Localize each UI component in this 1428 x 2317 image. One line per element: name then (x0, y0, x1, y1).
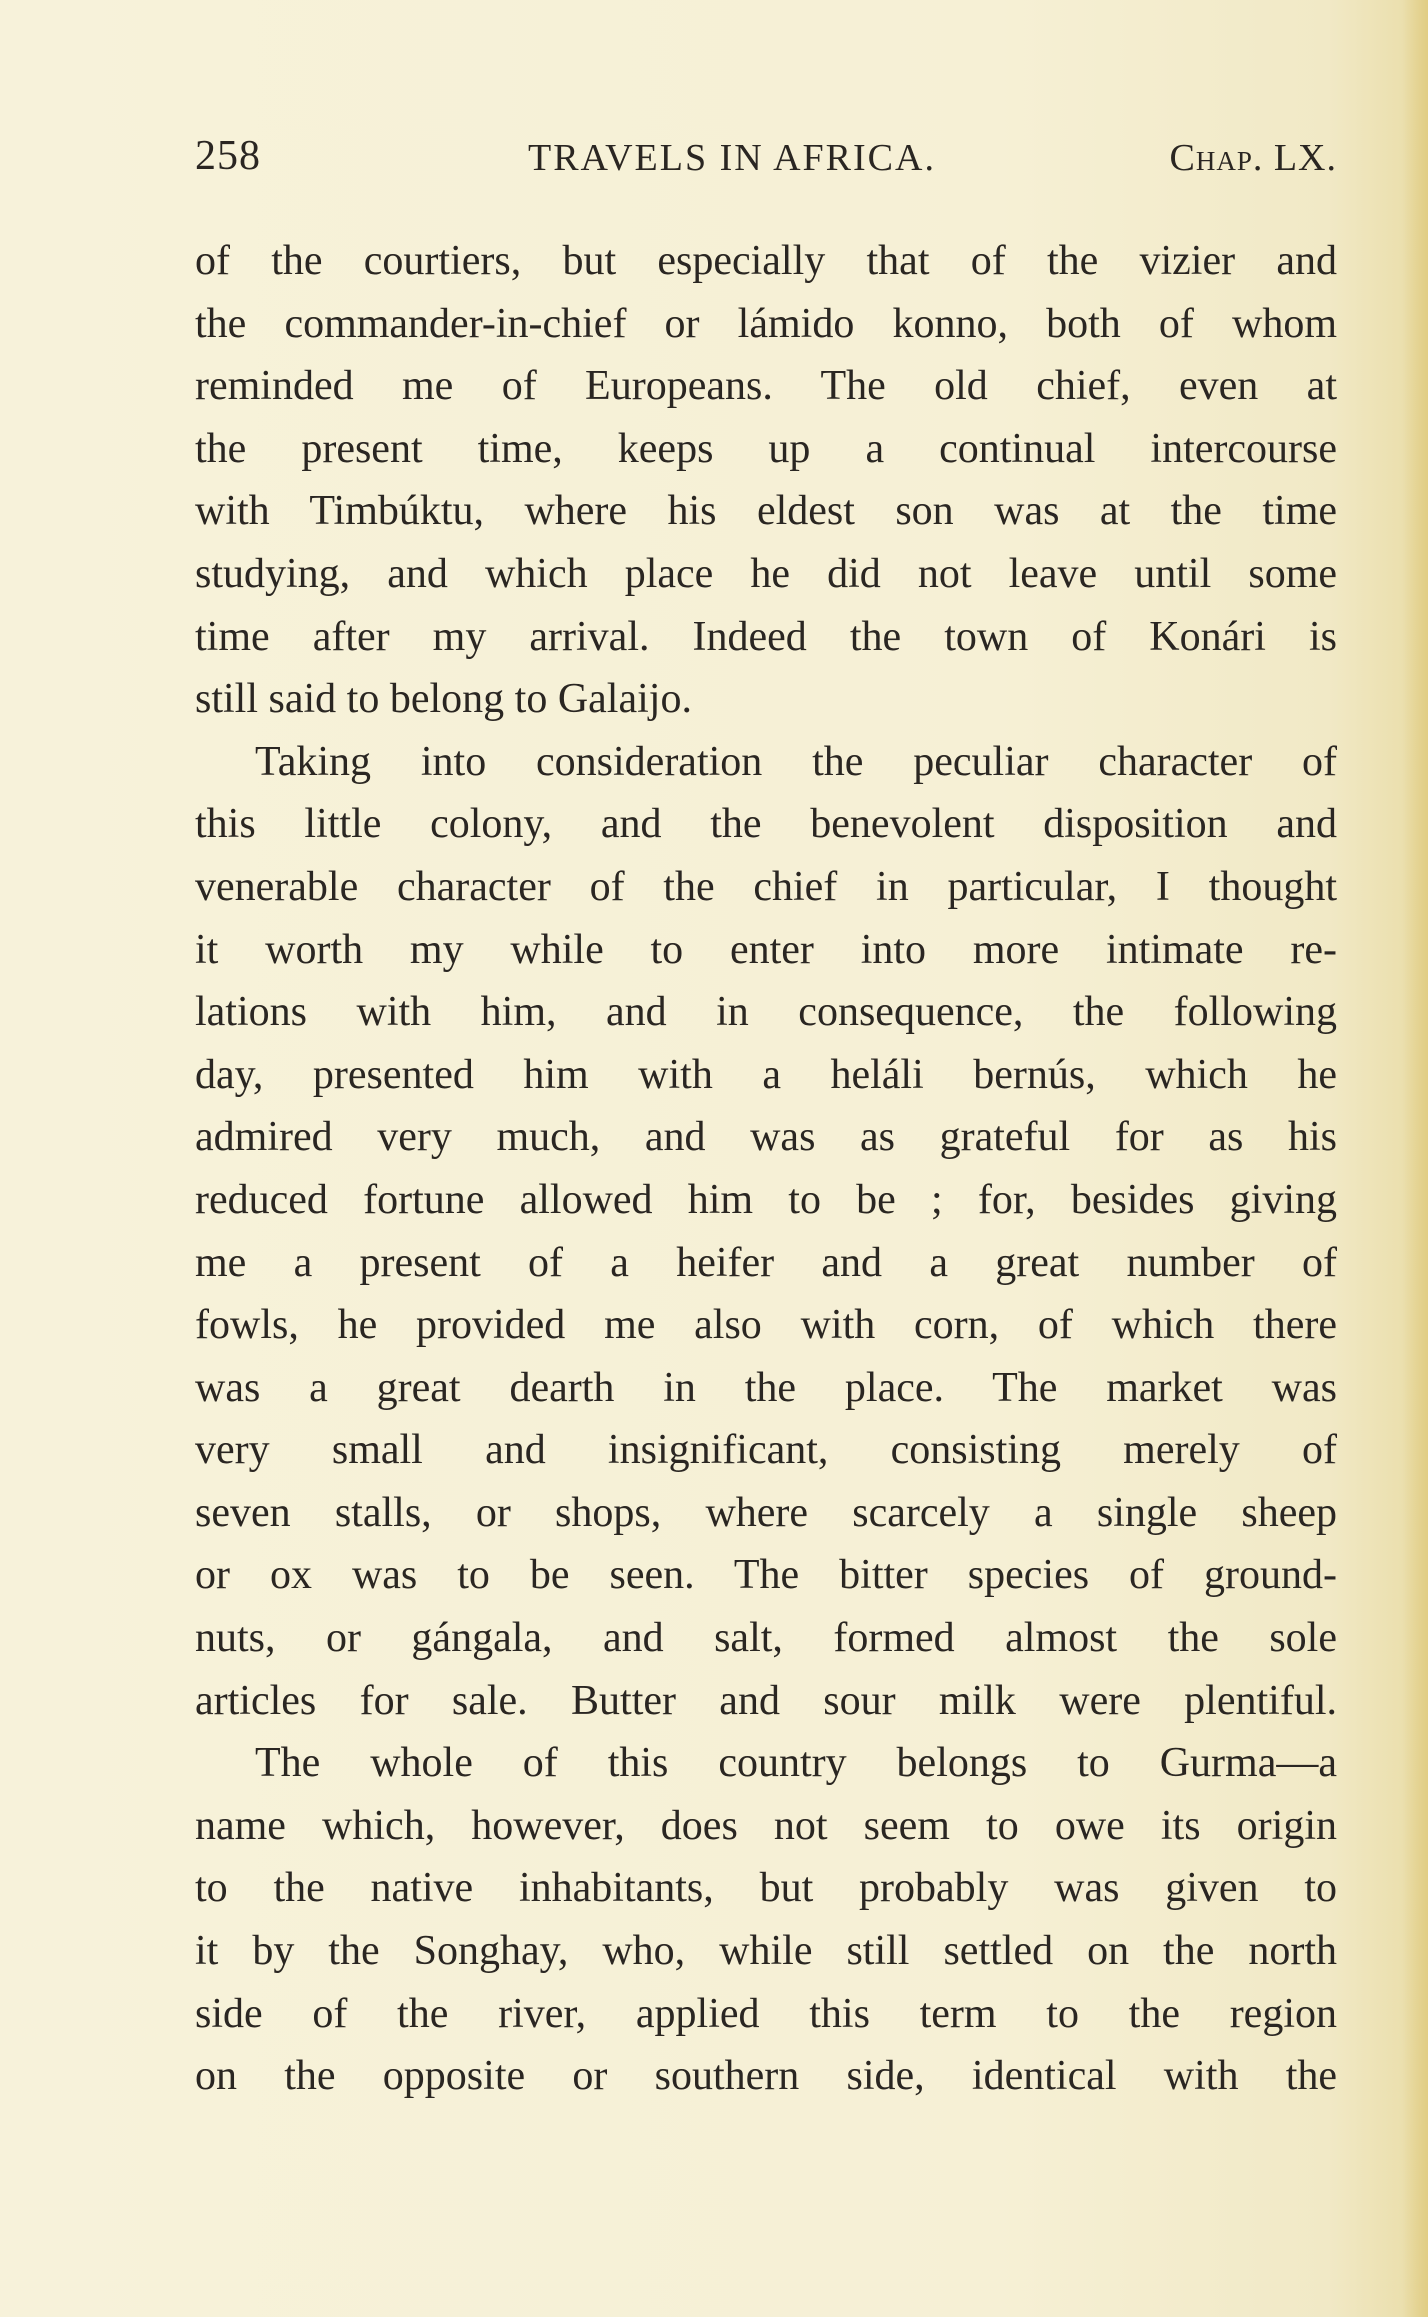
body-text (195, 230, 1337, 2108)
text-line: The whole of this country belongs to Gurma—a (255, 1740, 1337, 1787)
text-line: this little colony, and the benevolent disposition and (195, 801, 1337, 848)
text-line: admired very much, and was as grateful for as his (195, 1114, 1337, 1161)
text-line: to the native inhabitants, but probably was given to (195, 1865, 1337, 1912)
text-line: nuts, or gángala, and salt, formed almost the sole (195, 1615, 1337, 1662)
text-line: articles for sale. Butter and sour milk were plentiful. (195, 1677, 1337, 1724)
text-line: reduced fortune allowed him to be ; for, besides giving (195, 1176, 1337, 1223)
text-line: the present time, keeps up a continual intercourse (195, 425, 1337, 472)
text-line: studying, and which place he did not leave until some (195, 550, 1337, 597)
page-number: 258 (195, 133, 261, 179)
text-line: lations with him, and in consequence, the following (195, 989, 1337, 1036)
text-line: me a present of a heifer and a great number of (195, 1239, 1337, 1286)
page-edge-shadow (1402, 0, 1428, 2317)
text-line: seven stalls, or shops, where scarcely a single sheep (195, 1489, 1337, 1536)
text-line: Taking into consideration the peculiar character of (255, 738, 1337, 785)
text-line: name which, however, does not seem to owe its origin (195, 1802, 1337, 1849)
text-line: it worth my while to enter into more intimate re- (195, 926, 1337, 973)
text-line: very small and insignificant, consisting merely of (195, 1427, 1337, 1474)
text-line: of the courtiers, but especially that of the vizier and (195, 238, 1337, 284)
text-line: was a great dearth in the place. The market was (195, 1364, 1337, 1411)
text-line: day, presented him with a heláli bernús, which he (195, 1051, 1337, 1098)
text-line: the commander-in-chief or lámido konno, both of whom (195, 300, 1337, 347)
text-line: with Timbúktu, where his eldest son was at the time (195, 488, 1337, 535)
running-title: TRAVELS IN AFRICA. (528, 137, 936, 179)
chapter-label: Chap. LX. (1169, 137, 1337, 179)
text-line: it by the Songhay, who, while still settled on the north (195, 1928, 1337, 1975)
text-line: side of the river, applied this term to the region (195, 1990, 1337, 2037)
text-line: fowls, he provided me also with corn, of which there (195, 1302, 1337, 1349)
text-line: reminded me of Europeans. The old chief, even at (195, 363, 1337, 410)
running-header (195, 132, 1337, 192)
text-line: still said to belong to Galaijo. (195, 676, 692, 723)
text-line: on the opposite or southern side, identical with the (195, 2053, 1337, 2100)
text-line: time after my arrival. Indeed the town of Konári is (195, 613, 1337, 660)
text-line: venerable character of the chief in particular, I thought (195, 863, 1337, 910)
text-line: or ox was to be seen. The bitter species of ground- (195, 1552, 1337, 1599)
